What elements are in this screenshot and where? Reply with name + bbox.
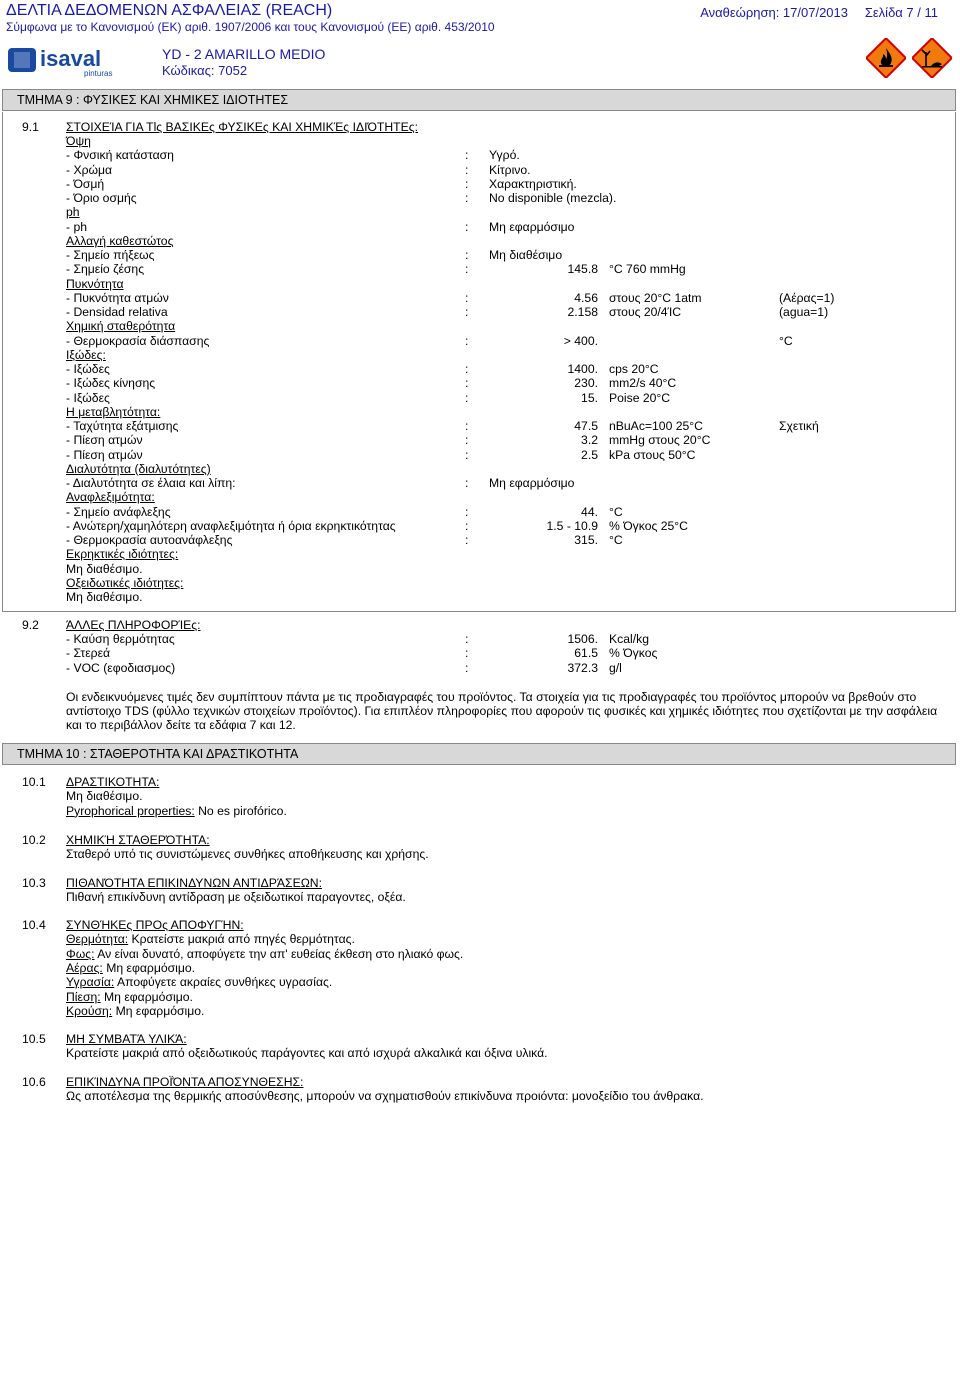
inline-text: Μη εφαρμόσιμο. bbox=[100, 989, 193, 1004]
inline-text: Μη διαθέσιμο. bbox=[66, 789, 143, 804]
inline-text: Μη εφαρμόσιμο. bbox=[102, 960, 196, 975]
separator: : bbox=[465, 191, 469, 205]
subsection-number: 10.1 bbox=[22, 775, 46, 789]
separator: : bbox=[465, 290, 469, 305]
property-number: 1506. bbox=[567, 632, 598, 646]
separator: : bbox=[465, 148, 469, 163]
property-label: - Densidad relativa bbox=[66, 305, 168, 319]
flame-pictogram bbox=[866, 38, 906, 78]
property-label: - Ανώτερη/χαμηλότερη αναφλεξιμότητα ή όρια εκρηκτικότητας bbox=[66, 518, 396, 533]
separator: : bbox=[465, 518, 469, 533]
separator: : bbox=[465, 376, 469, 391]
subsection-title: ΧΗΜΙΚΉ ΣΤΑΘΕΡΌΤΗΤΑ: bbox=[66, 833, 210, 847]
property-unit: °C bbox=[609, 533, 623, 547]
property-unit: % Όγκος 25°C bbox=[609, 518, 688, 533]
revision-date: Αναθεώρηση: 17/07/2013 bbox=[700, 5, 848, 20]
property-unit: στους 20/4ΊC bbox=[609, 305, 682, 319]
logo-subtext: pinturas bbox=[84, 69, 113, 78]
property-value: Κίτρινο. bbox=[489, 162, 531, 177]
property-note: (Αέρας=1) bbox=[779, 290, 835, 305]
page-number: Σελίδα 7 / 11 bbox=[864, 5, 938, 20]
property-value: No disponible (mezcla). bbox=[489, 191, 617, 205]
subsection-text bbox=[66, 847, 429, 861]
separator: : bbox=[465, 646, 469, 661]
property-label: - Ιξώδες κίνησης bbox=[66, 376, 156, 391]
property-label: - Πίεση ατμών bbox=[66, 447, 143, 462]
property-group-label: Αλλαγή καθεστώτος bbox=[66, 233, 174, 248]
separator: : bbox=[465, 504, 469, 519]
property-value: Υγρό. bbox=[489, 148, 520, 163]
subsection-number: 10.4 bbox=[22, 918, 46, 932]
separator: : bbox=[465, 333, 469, 348]
property-number: 145.8 bbox=[567, 262, 598, 277]
property-group-label: Οξειδωτικές ιδιότητες: bbox=[66, 575, 184, 590]
inline-label: Pyrophorical properties: bbox=[66, 803, 195, 818]
separator: : bbox=[465, 219, 469, 234]
property-unit: g/l bbox=[609, 660, 622, 675]
property-label: - Χρώμα bbox=[66, 162, 113, 177]
property-value: Μη διαθέσιμο. bbox=[66, 561, 143, 576]
separator: : bbox=[465, 262, 469, 277]
property-label: - Ιξώδες bbox=[66, 390, 110, 405]
subsection-number: 10.5 bbox=[22, 1032, 46, 1046]
separator: : bbox=[465, 533, 469, 547]
subsection-title: ΔΡΑΣΤΙΚΟΤΗΤΑ: bbox=[66, 775, 160, 789]
property-number: > 400. bbox=[563, 333, 598, 348]
separator: : bbox=[465, 476, 469, 490]
property-label: - Σημείο πήξεως bbox=[66, 248, 155, 262]
separator: : bbox=[465, 390, 469, 405]
property-value: Μη διαθέσιμο. bbox=[66, 590, 143, 604]
property-number: 230. bbox=[574, 376, 598, 391]
subsection-text bbox=[66, 1089, 704, 1103]
separator: : bbox=[465, 176, 469, 191]
property-label: - Διαλυτότητα σε έλαια και λίπη: bbox=[66, 476, 236, 490]
property-unit: Poise 20°C bbox=[609, 390, 671, 405]
property-number: 372.3 bbox=[567, 660, 598, 675]
property-unit: °C 760 mmHg bbox=[609, 262, 686, 277]
subsection-number: 10.6 bbox=[22, 1075, 46, 1089]
property-label: - ph bbox=[66, 219, 88, 234]
property-number: 2.5 bbox=[581, 447, 598, 462]
product-name: YD - 2 AMARILLO MEDIO bbox=[162, 46, 326, 62]
inline-text: Ως αποτέλεσμα της θερμικής αποσύνθεσης, μπορούν να σχηματισθούν επικίνδυνα προιόντα: μονοξείδιο του άνθρακα. bbox=[66, 1089, 704, 1104]
property-unit: % Όγκος bbox=[609, 646, 658, 661]
separator: : bbox=[465, 362, 469, 376]
property-number: 2.158 bbox=[567, 305, 598, 319]
inline-text: Μη εφαρμόσιμο. bbox=[112, 1003, 205, 1018]
property-value: Μη εφαρμόσιμο bbox=[489, 219, 575, 234]
property-note: Σχετική bbox=[779, 419, 819, 433]
property-label: - VOC (εφοδιασμος) bbox=[66, 660, 176, 675]
inline-text: Κρατείστε μακριά από πηγές θερμότητας. bbox=[128, 932, 355, 947]
property-label: - Ταχύτητα εξάτμισης bbox=[66, 419, 179, 433]
inline-text: No es pirofórico. bbox=[194, 803, 287, 818]
subsection-number: 9.1 bbox=[22, 120, 39, 134]
property-unit: mm2/s 40°C bbox=[609, 376, 677, 391]
subsection-number: 10.3 bbox=[22, 876, 46, 890]
property-unit: °C bbox=[609, 504, 623, 519]
subsection-number: 10.2 bbox=[22, 833, 46, 847]
property-number: 47.5 bbox=[574, 419, 598, 433]
inline-text: Αν είναι δυνατό, αποφύγετε την απ' ευθείας έκθεση στο ηλιακό φως. bbox=[94, 946, 464, 961]
separator: : bbox=[465, 248, 469, 262]
property-group-label: Αναφλεξιμότητα: bbox=[66, 490, 155, 505]
property-number: 1.5 - 10.9 bbox=[546, 518, 598, 533]
separator: : bbox=[465, 447, 469, 462]
property-label: - Θερμοκρασία διάσπασης bbox=[66, 333, 210, 348]
separator: : bbox=[465, 660, 469, 675]
property-label: - Θερμοκρασία αυτοανάφλεξης bbox=[66, 533, 233, 547]
inline-label: Υγρασία: bbox=[66, 975, 115, 990]
subsection-text bbox=[66, 961, 195, 975]
section-9-title: ΤΜΗΜΑ 9 : ΦΥΣΙΚΕΣ ΚΑΙ ΧΗΜΙΚΕΣ ΙΔΙΟΤΗΤΕΣ bbox=[17, 93, 289, 107]
inline-text: Κρατείστε μακριά από οξειδωτικούς παράγοντες και από ισχυρά αλκαλικά και όξινα υλικά. bbox=[66, 1046, 548, 1061]
subsection-number: 9.2 bbox=[22, 618, 39, 632]
subsection-text bbox=[66, 804, 287, 818]
property-note: °C bbox=[779, 333, 793, 348]
subsection-text bbox=[66, 932, 355, 946]
subsection-text bbox=[66, 1004, 204, 1018]
property-label: - Πίεση ατμών bbox=[66, 433, 143, 448]
property-label: - Καύση θερμότητας bbox=[66, 632, 175, 646]
property-group-label: Η μεταβλητότητα: bbox=[66, 404, 161, 419]
product-code: Κώδικας: 7052 bbox=[162, 63, 248, 78]
inline-text: Αποφύγετε ακραίες συνθήκες υγρασίας. bbox=[114, 975, 333, 990]
properties-note: Οι ενδεικνυόμενες τιμές δεν συμπίπτουν πάντα με τις προδιαγραφές του προϊόντος. Τα στοιχεία για τις προδιαγραφές του προϊόντος μπορούν να βρεθούν στο αντίστοιχο TDS (φύλλο τεχνικών στοιχείων προϊόντος). Για επιπλέον πληροφορίες που αφορούν τις φυσικές και χημικές ιδιότητες που σχετίζονται με την ασφάλεια και το περιβάλλον δείτε τα εδάφια 7 και 12. bbox=[66, 690, 938, 732]
section-10-title: ΤΜΗΜΑ 10 : ΣΤΑΘΕΡΟΤΗΤΑ ΚΑΙ ΔΡΑΣΤΙΚΟΤΗΤΑ bbox=[17, 747, 299, 761]
property-unit: στους 20°C 1atm bbox=[609, 290, 702, 305]
property-label: - Όριο οσμής bbox=[66, 191, 137, 205]
property-value: Χαρακτηριστική. bbox=[489, 176, 577, 191]
property-number: 15. bbox=[581, 390, 598, 405]
property-group-label: Διαλυτότητα (διαλυτότητες) bbox=[66, 461, 211, 476]
separator: : bbox=[465, 162, 469, 177]
separator: : bbox=[465, 433, 469, 448]
subsection-text bbox=[66, 890, 406, 904]
subsection-title: ΣΤΟΙΧΕΊΑ ΓΙΑ Τlς ΒΑΣΙΚΕς ΦΥΣΙΚΕς ΚΑΙ ΧΗΜΙΚΈς ΙΔΙΌΤΗΤΕς: bbox=[66, 120, 419, 134]
property-unit: nBuAc=100 25°C bbox=[609, 419, 703, 433]
separator: : bbox=[465, 632, 469, 646]
regulation-subtitle: Σύμφωνα με το Κανονισμού (ΕΚ) αριθ. 1907/2006 και τους Κανονισμού (ΕΕ) αριθ. 453/2010 bbox=[6, 20, 495, 34]
property-label: - Ιξώδες bbox=[66, 362, 110, 376]
property-group-label: Χημική σταθερότητα bbox=[66, 319, 176, 334]
subsection-title: ΠΙΘΑΝΌΤΗΤΑ ΕΠΙΚΙΝΔΥΝΩΝ ΑΝΤΙΔΡΆΣΕΩΝ: bbox=[66, 876, 322, 890]
property-value: Μη εφαρμόσιμο bbox=[489, 476, 575, 490]
property-label: - Πυκνότητα ατμών bbox=[66, 290, 169, 305]
subsection-title: ΆΛΛΕς ΠΛΗΡΟΦΟΡΊΕς: bbox=[66, 618, 201, 632]
section-9-header bbox=[2, 89, 956, 111]
property-label: - Φνσική κατάσταση bbox=[66, 148, 174, 163]
property-number: 61.5 bbox=[574, 646, 598, 661]
property-label: - Σημείο ζέσης bbox=[66, 262, 145, 277]
subsection-text bbox=[66, 990, 193, 1004]
property-group-label: Εκρηκτικές ιδιότητες: bbox=[66, 547, 179, 562]
document-title: ΔΕΛΤΙΑ ΔΕΔΟΜΕΝΩΝ ΑΣΦΑΛΕΙΑΣ (REACH) bbox=[6, 2, 333, 19]
inline-label: Πίεση: bbox=[66, 989, 101, 1004]
separator: : bbox=[465, 305, 469, 319]
inline-label: Κρούση: bbox=[66, 1003, 113, 1018]
subsection-title: ΕΠΙΚΊΝΔΥΝΑ ΠΡΟΪΌΝΤΑ ΑΠΟΣΥΝΘΕΣΗΣ: bbox=[66, 1075, 304, 1089]
inline-text: Πιθανή επικίνδυνη αντίδραση με οξειδωτικοί παραγοντες, οξέα. bbox=[66, 890, 406, 905]
property-value: Μη διαθέσιμο bbox=[489, 248, 563, 262]
inline-label: Αέρας: bbox=[66, 960, 103, 975]
inline-label: Θερμότητα: bbox=[66, 932, 129, 947]
subsection-title: ΜΗ ΣΥΜΒΑΤΆ ΥΛΙΚΆ: bbox=[66, 1032, 187, 1046]
separator: : bbox=[465, 419, 469, 433]
property-number: 4.56 bbox=[574, 290, 598, 305]
property-group-label: Όψη bbox=[66, 134, 91, 148]
property-number: 44. bbox=[581, 504, 598, 519]
subsection-text bbox=[66, 975, 332, 989]
inline-label: Φως: bbox=[66, 946, 95, 961]
subsection-text bbox=[66, 789, 142, 803]
property-label: - Σημείο ανάφλεξης bbox=[66, 504, 171, 519]
property-group-label: ph bbox=[66, 205, 80, 220]
property-number: 315. bbox=[574, 533, 598, 547]
isaval-logo bbox=[6, 42, 132, 78]
property-label: - Στερεά bbox=[66, 646, 111, 661]
property-unit: Kcal/kg bbox=[609, 632, 649, 646]
property-unit: kPa στους 50°C bbox=[609, 447, 696, 462]
subsection-text bbox=[66, 1046, 548, 1060]
subsection-title: ΣΥΝΘΉΚΕς ΠΡΟς ΑΠΟΦΥΓΉΝ: bbox=[66, 918, 244, 932]
environment-pictogram bbox=[912, 38, 952, 78]
property-number: 3.2 bbox=[581, 433, 598, 448]
property-group-label: Πυκνότητα bbox=[66, 276, 124, 291]
subsection-text bbox=[66, 947, 463, 961]
property-label: - Όσμή bbox=[66, 176, 105, 191]
inline-text: Σταθερό υπό τις συνιστώμενες συνθήκες αποθήκευσης και χρήσης. bbox=[66, 847, 429, 862]
property-note: (agua=1) bbox=[779, 305, 829, 319]
property-number: 1400. bbox=[567, 362, 598, 376]
property-unit: cps 20°C bbox=[609, 362, 659, 376]
property-group-label: Ιξώδες: bbox=[66, 347, 106, 362]
section-10-header bbox=[2, 743, 956, 765]
logo-wordmark: isaval bbox=[40, 46, 102, 71]
property-unit: mmHg στους 20°C bbox=[609, 433, 711, 448]
